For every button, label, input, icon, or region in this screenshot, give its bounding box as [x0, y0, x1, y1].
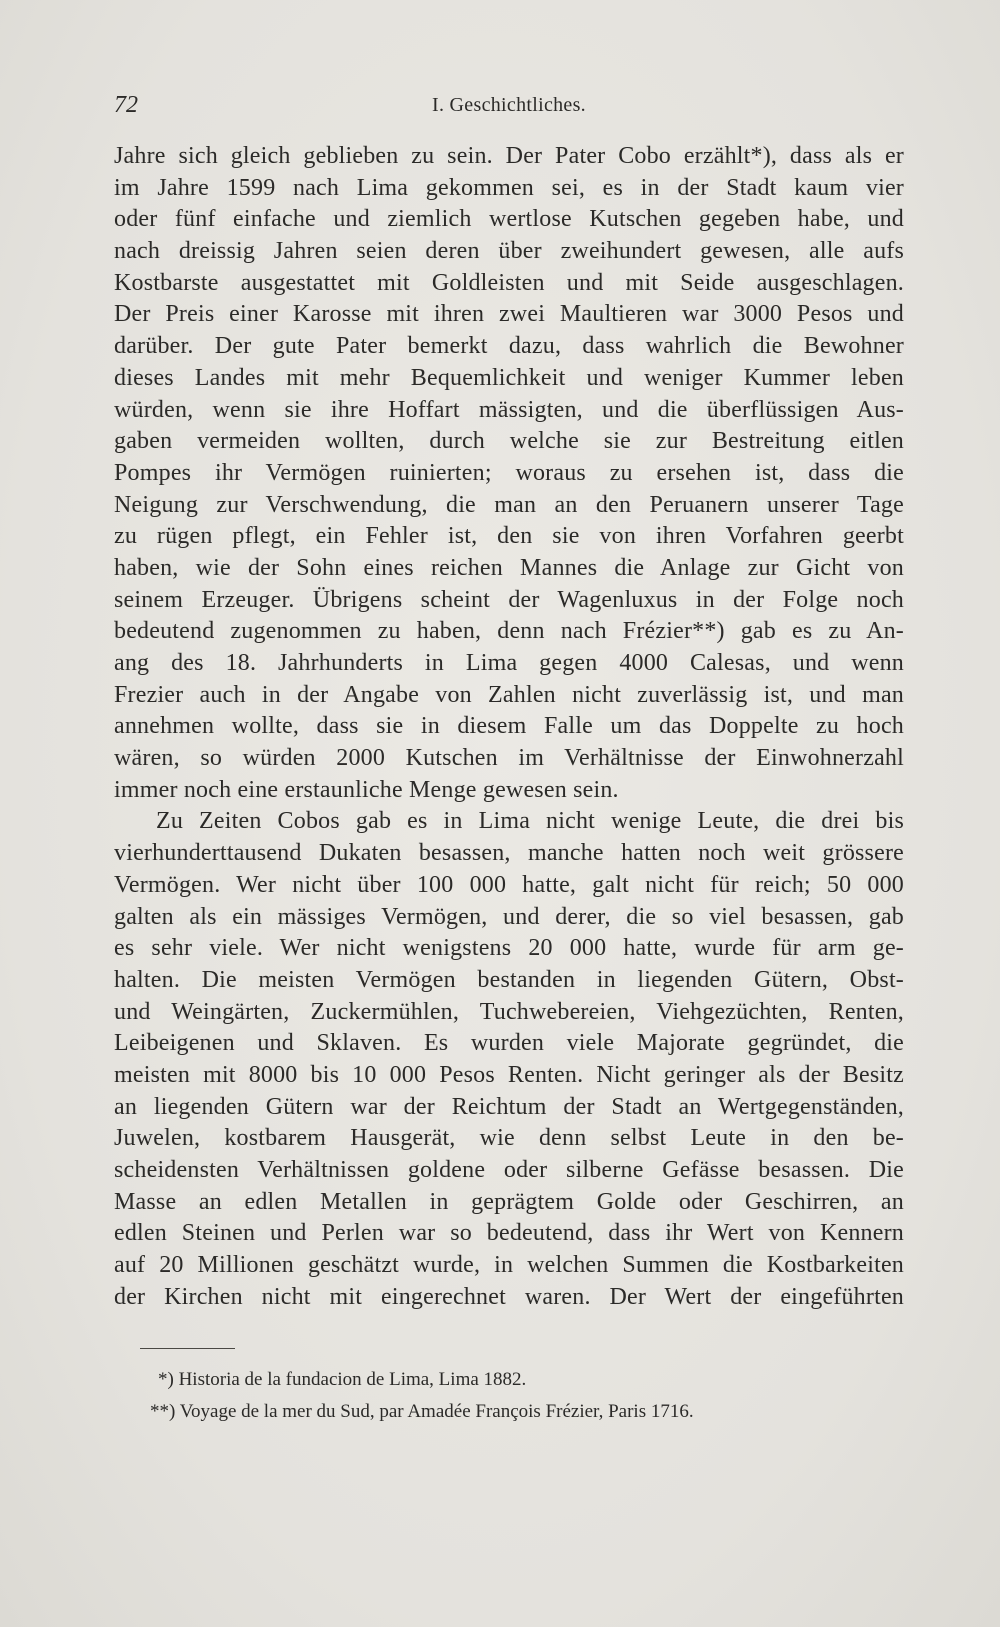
footnote: **) Voyage de la mer du Sud, par Amadée François Frézier, Paris 1716. [150, 1401, 694, 1422]
text-line: haben, wie der Sohn eines reichen Mannes die Anlage zur Gicht von [114, 554, 904, 581]
text-line: Juwelen, kostbarem Hausgerät, wie denn selbst Leute in den be- [114, 1125, 904, 1152]
text-line: seinem Erzeuger. Übrigens scheint der Wagenluxus in der Folge noch [114, 586, 904, 613]
text-line: vierhunderttausend Dukaten besassen, manche hatten noch weit grössere [114, 840, 904, 867]
text-line: gaben vermeiden wollten, durch welche sie zur Bestreitung eitlen [114, 428, 904, 455]
text-line: Der Preis einer Karosse mit ihren zwei Maultieren war 3000 Pesos und [114, 301, 904, 328]
text-line: der Kirchen nicht mit eingerechnet waren. Der Wert der eingeführten [114, 1283, 904, 1310]
text-line: ang des 18. Jahrhunderts in Lima gegen 4000 Calesas, und wenn [114, 650, 904, 676]
text-line: im Jahre 1599 nach Lima gekommen sei, es in der Stadt kaum vier [114, 174, 904, 201]
running-head: I. Geschichtliches. [432, 94, 586, 116]
text-line: Masse an edlen Metallen in geprägtem Golde oder Geschirren, an [114, 1188, 904, 1215]
text-line: meisten mit 8000 bis 10 000 Pesos Renten. Nicht geringer als der Besitz [114, 1061, 904, 1088]
text-line: oder fünf einfache und ziemlich wertlose Kutschen gegeben habe, und [114, 206, 904, 233]
footnote-rule [140, 1348, 235, 1349]
text-line: Neigung zur Verschwendung, die man an den Peruanern unserer Tage [114, 491, 904, 518]
text-line: Kostbarste ausgestattet mit Goldleisten und mit Seide ausgeschlagen. [114, 269, 904, 296]
text-line: Vermögen. Wer nicht über 100 000 hatte, galt nicht für reich; 50 000 [114, 871, 904, 898]
text-line: dieses Landes mit mehr Bequemlichkeit und weniger Kummer leben [114, 364, 904, 391]
footnotes [150, 1364, 850, 1428]
text-line: halten. Die meisten Vermögen bestanden in liegenden Gütern, Obst- [114, 966, 904, 993]
footnote: *) Historia de la fundacion de Lima, Lima 1882. [158, 1369, 527, 1390]
text-line: würden, wenn sie ihre Hoffart mässigten, und die überflüssigen Aus- [114, 396, 904, 423]
text-line: und Weingärten, Zuckermühlen, Tuchwebereien, Viehgezüchten, Renten, [114, 998, 904, 1025]
text-line: es sehr viele. Wer nicht wenigstens 20 000 hatte, wurde für arm ge- [114, 935, 904, 962]
page-header [114, 92, 904, 122]
text-line: zu rügen pflegt, ein Fehler ist, den sie von ihren Vorfahren geerbt [114, 523, 904, 550]
text-line: annehmen wollte, dass sie in diesem Falle um das Doppelte zu hoch [114, 713, 904, 740]
text-line: an liegenden Gütern war der Reichtum der Stadt an Wertgegenständen, [114, 1093, 904, 1120]
text-line: Zu Zeiten Cobos gab es in Lima nicht wenige Leute, die drei bis [156, 808, 904, 835]
text-line: Pompes ihr Vermögen ruinierten; woraus zu ersehen ist, dass die [114, 459, 904, 486]
text-line: nach dreissig Jahren seien deren über zweihundert gewesen, alle aufs [114, 238, 904, 265]
text-line: galten als ein mässiges Vermögen, und derer, die so viel besassen, gab [114, 903, 904, 930]
text-line: scheidensten Verhältnissen goldene oder silberne Gefässe besassen. Die [114, 1157, 904, 1183]
text-line: wären, so würden 2000 Kutschen im Verhältnisse der Einwohnerzahl [114, 745, 904, 772]
text-line: Jahre sich gleich geblieben zu sein. Der Pater Cobo erzählt*), dass als er [114, 143, 904, 169]
text-line: bedeutend zugenommen zu haben, denn nach Frézier**) gab es zu An- [114, 618, 904, 645]
text-line: auf 20 Millionen geschätzt wurde, in welchen Summen die Kostbarkeiten [114, 1252, 904, 1279]
page-number: 72 [114, 92, 138, 118]
body-text [114, 141, 904, 1313]
text-line: immer noch eine erstaunliche Menge gewesen sein. [114, 776, 619, 803]
text-line: Leibeigenen und Sklaven. Es wurden viele Majorate gegründet, die [114, 1030, 904, 1057]
text-line: Frezier auch in der Angabe von Zahlen nicht zuverlässig ist, und man [114, 681, 904, 708]
text-line: darüber. Der gute Pater bemerkt dazu, dass wahrlich die Bewohner [114, 333, 904, 360]
text-line: edlen Steinen und Perlen war so bedeutend, dass ihr Wert von Kennern [114, 1220, 904, 1247]
